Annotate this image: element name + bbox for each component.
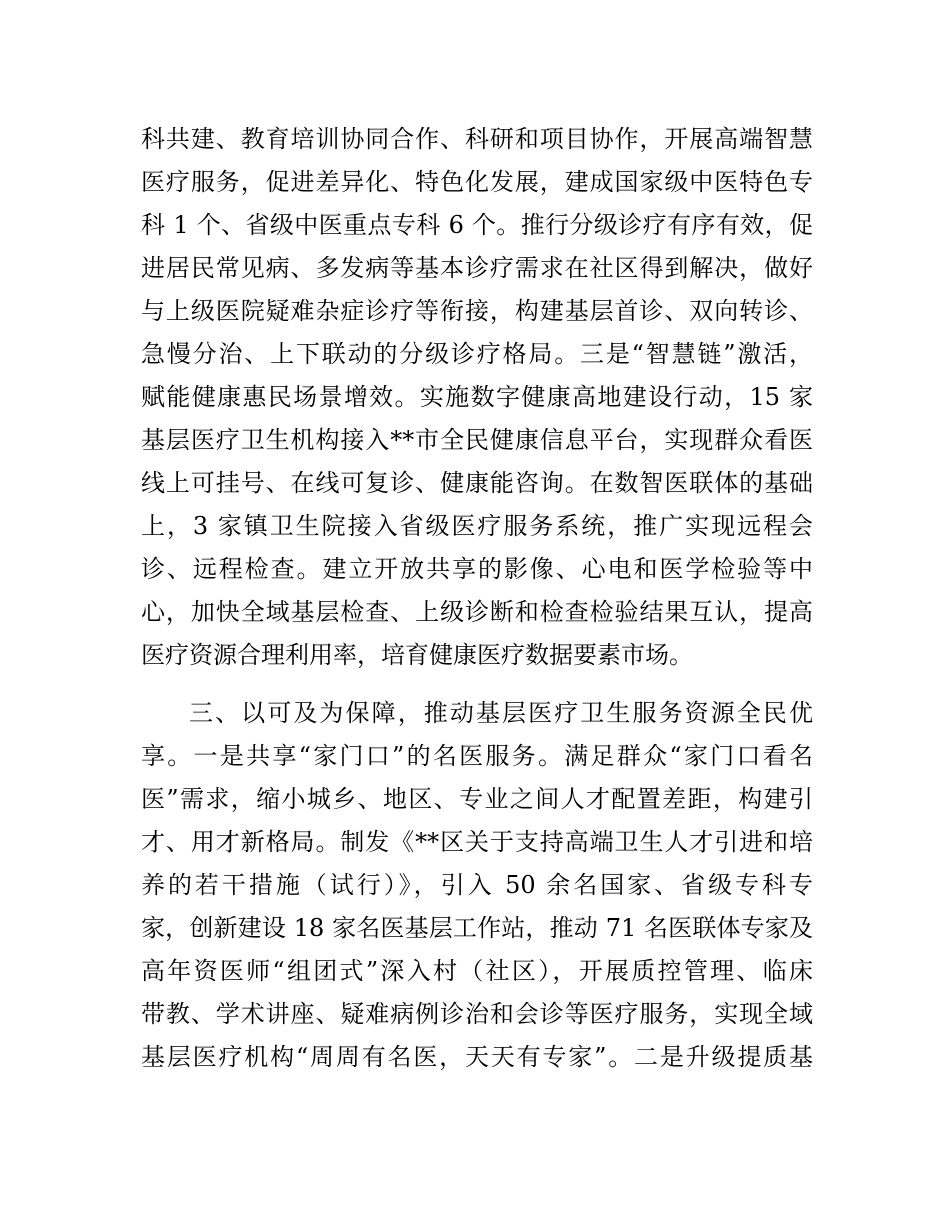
text-line: 赋能健康惠民场景增效。实施数字健康高地建设行动，15 家 [141,383,813,411]
text-line: 才、用才新格局。制发《**区关于支持高端卫生人才引进和培 [141,828,813,856]
text-line: 与上级医院疑难杂症诊疗等衔接，构建基层首诊、双向转诊、 [141,297,813,325]
text-line: 带教、学术讲座、疑难病例诊治和会诊等医疗服务，实现全域 [141,1000,813,1028]
paragraph-1 [141,118,813,677]
text-line: 基层医疗机构“周周有名医，天天有专家”。二是升级提质基 [141,1043,813,1071]
text-line: 急慢分治、上下联动的分级诊疗格局。三是“智慧链”激活， [141,340,813,368]
text-line: 医疗服务，促进差异化、特色化发展，建成国家级中医特色专 [141,168,813,196]
text-line: 心，加快全域基层检查、上级诊断和检查检验结果互认，提高 [141,598,813,626]
paragraph-2 [141,692,813,1079]
text-line: 科 1 个、省级中医重点专科 6 个。推行分级诊疗有序有效，促 [141,211,813,239]
text-line: 养的若干措施（试行）》，引入 50 余名国家、省级专科专 [141,871,813,899]
text-line: 享。一是共享“家门口”的名医服务。满足群众“家门口看名 [141,742,813,770]
text-line: 上，3 家镇卫生院接入省级医疗服务系统，推广实现远程会 [141,512,813,540]
text-line: 医疗资源合理利用率，培育健康医疗数据要素市场。 [141,641,693,669]
text-line: 基层医疗卫生机构接入**市全民健康信息平台，实现群众看医 [141,426,813,454]
text-line: 家，创新建设 18 家名医基层工作站，推动 71 名医联体专家及 [141,914,813,942]
text-line: 医”需求，缩小城乡、地区、专业之间人才配置差距，构建引 [141,785,813,813]
text-line: 诊、远程检查。建立开放共享的影像、心电和医学检验等中 [141,555,813,583]
text-line: 线上可挂号、在线可复诊、健康能咨询。在数智医联体的基础 [141,469,813,497]
text-line: 进居民常见病、多发病等基本诊疗需求在社区得到解决，做好 [141,254,813,282]
text-line: 高年资医师“组团式”深入村（社区），开展质控管理、临床 [141,957,813,985]
text-line: 三、以可及为保障，推动基层医疗卫生服务资源全民优 [189,699,813,727]
text-line: 科共建、教育培训协同合作、科研和项目协作，开展高端智慧 [141,125,813,153]
